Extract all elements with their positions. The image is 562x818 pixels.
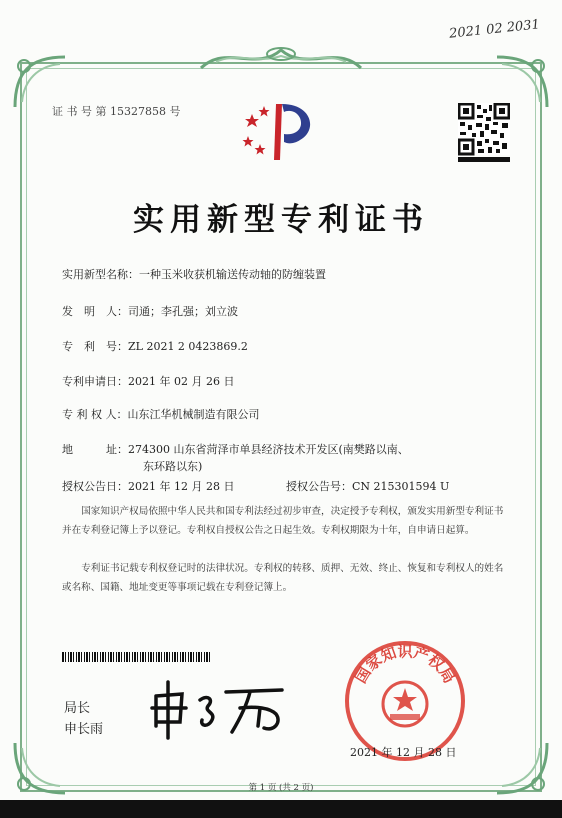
- certificate-number: 证 书 号 第 15327858 号: [52, 105, 181, 118]
- cnipa-logo-icon: [238, 96, 324, 168]
- utility-model-name-value: 一种玉米收获机输送传动轴的防缠装置: [139, 268, 326, 281]
- qr-code-icon: [458, 103, 510, 163]
- grant-date-row: [62, 478, 234, 494]
- address-line-2: 东环路以东): [143, 460, 203, 473]
- inventor-value: 司通；李孔强；刘立波: [128, 305, 238, 318]
- grant-date-label: 授权公告日：: [62, 480, 128, 493]
- patent-number-value: ZL 2021 2 0423869.2: [128, 340, 248, 353]
- address-line-1: 274300 山东省菏泽市单县经济技术开发区(南樊路以南、: [128, 443, 409, 456]
- grant-number-row: [286, 478, 449, 494]
- filing-date-label: 专利申请日：: [62, 375, 128, 388]
- seal-date: 2021 年 12 月 28 日: [350, 746, 457, 759]
- inventor-row: [62, 303, 238, 319]
- filing-date-value: 2021 年 02 月 26 日: [128, 375, 235, 388]
- patentee-value: 山东江华机械制造有限公司: [127, 408, 260, 421]
- patentee-label: 专 利 权 人：: [62, 408, 128, 421]
- director-name: 申长雨: [64, 722, 104, 737]
- director-signature: [148, 678, 298, 740]
- legal-paragraph-2: 专利证书记载专利权登记时的法律状况。专利权的转移、质押、无效、终止、恢复和专利权人的姓名或名称、国籍、地址变更等事项记载在专利登记簿上。: [62, 563, 504, 593]
- svg-text:国家知识产权局: [351, 643, 458, 687]
- legal-paragraph-1: 国家知识产权局依照中华人民共和国专利法经过初步审查，决定授予专利权，颁发实用新型专利证书并在专利登记簿上予以登记。专利权自授权公告之日起生效。专利权期限为十年，自申请日起算。: [62, 506, 504, 536]
- barcode: [62, 652, 212, 662]
- patent-number-label: 专 利 号：: [62, 340, 128, 353]
- address-label: 地 址：: [62, 443, 128, 456]
- patent-number-row: [62, 338, 248, 354]
- seal-text: 国家知识产权局: [351, 642, 459, 687]
- grant-number-label: 授权公告号：: [286, 480, 352, 493]
- handwritten-note: 2021 02 2031: [448, 17, 541, 42]
- bottom-scan-edge: [0, 800, 562, 818]
- utility-model-name-row: [62, 266, 326, 282]
- top-ornament: [196, 42, 366, 76]
- director-title: 局长: [64, 701, 91, 716]
- grant-date-value: 2021 年 12 月 28 日: [128, 480, 235, 493]
- certificate-title: 实用新型专利证书: [133, 202, 429, 238]
- page-footer: 第 1 页 (共 2 页): [248, 783, 314, 793]
- utility-model-name-label: 实用新型名称：: [62, 268, 139, 281]
- patentee-row: [62, 406, 260, 422]
- inventor-label: 发 明 人：: [62, 305, 128, 318]
- address-row: [62, 441, 409, 457]
- filing-date-row: [62, 373, 234, 389]
- grant-number-value: CN 215301594 U: [352, 480, 450, 493]
